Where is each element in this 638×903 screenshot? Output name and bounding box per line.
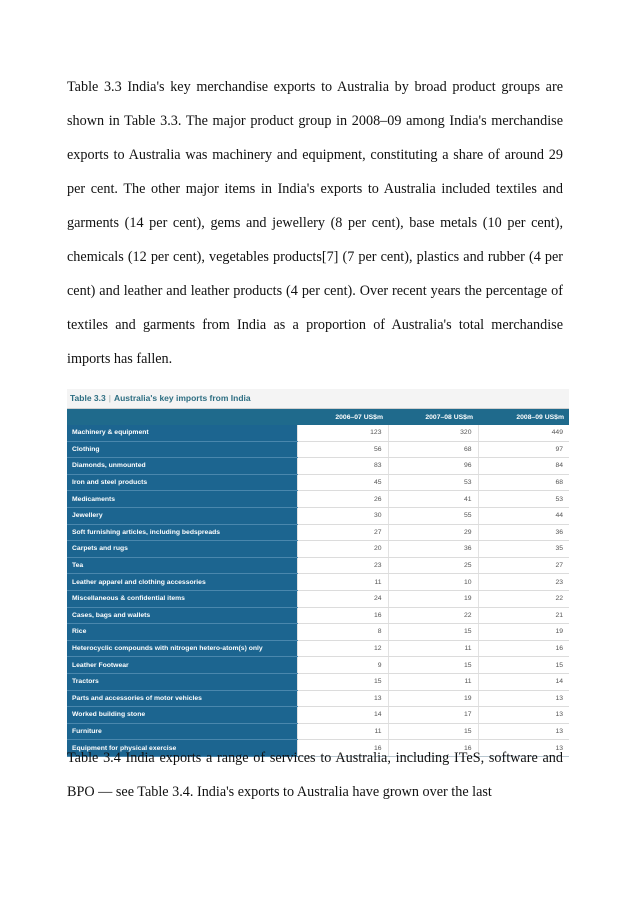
- column-header: 2007–08 US$m: [388, 409, 478, 425]
- row-value: 23: [297, 557, 388, 574]
- table-row: [67, 425, 569, 441]
- table-row: [67, 690, 569, 707]
- row-value: 13: [478, 690, 569, 707]
- row-value: 13: [297, 690, 388, 707]
- row-value: 83: [297, 458, 388, 475]
- row-label: Soft furnishing articles, including bedspreads: [67, 524, 297, 541]
- row-value: 25: [388, 557, 478, 574]
- row-label: Furniture: [67, 723, 297, 740]
- row-value: 15: [478, 657, 569, 674]
- row-value: 45: [297, 474, 388, 491]
- row-value: 16: [297, 607, 388, 624]
- row-value: 27: [297, 524, 388, 541]
- table-header-row: [67, 409, 569, 425]
- row-value: 30: [297, 507, 388, 524]
- table-row: [67, 474, 569, 491]
- table-row: [67, 640, 569, 657]
- row-value: 19: [478, 624, 569, 641]
- row-label: Worked building stone: [67, 707, 297, 724]
- table-row: [67, 673, 569, 690]
- row-value: 36: [388, 541, 478, 558]
- row-value: 22: [478, 590, 569, 607]
- header-blank-cell: [67, 409, 297, 425]
- row-value: 29: [388, 524, 478, 541]
- row-value: 15: [388, 723, 478, 740]
- row-value: 8: [297, 624, 388, 641]
- row-value: 11: [297, 723, 388, 740]
- row-value: 68: [478, 474, 569, 491]
- row-label: Cases, bags and wallets: [67, 607, 297, 624]
- table-title: Australia's key imports from India: [113, 393, 251, 403]
- row-label: Leather apparel and clothing accessories: [67, 574, 297, 591]
- row-value: 53: [478, 491, 569, 508]
- row-value: 9: [297, 657, 388, 674]
- row-value: 22: [388, 607, 478, 624]
- row-value: 11: [388, 673, 478, 690]
- row-value: 27: [478, 557, 569, 574]
- table-row: [67, 491, 569, 508]
- row-value: 20: [297, 541, 388, 558]
- table-row: [67, 441, 569, 458]
- row-value: 320: [388, 425, 478, 441]
- table-row: [67, 607, 569, 624]
- row-value: 14: [478, 673, 569, 690]
- table-row: [67, 458, 569, 475]
- row-value: 35: [478, 541, 569, 558]
- table-row: [67, 707, 569, 724]
- row-value: 21: [478, 607, 569, 624]
- imports-table: [67, 409, 569, 757]
- row-value: 56: [297, 441, 388, 458]
- column-header: 2006–07 US$m: [297, 409, 388, 425]
- row-value: 449: [478, 425, 569, 441]
- row-label: Leather Footwear: [67, 657, 297, 674]
- row-value: 16: [297, 740, 388, 757]
- row-value: 15: [297, 673, 388, 690]
- row-label: Rice: [67, 624, 297, 641]
- table-number: Table 3.3: [70, 393, 106, 403]
- row-value: 44: [478, 507, 569, 524]
- imports-table-figure: [67, 389, 569, 757]
- row-value: 24: [297, 590, 388, 607]
- row-value: 96: [388, 458, 478, 475]
- row-value: 12: [297, 640, 388, 657]
- table-row: [67, 723, 569, 740]
- row-value: 55: [388, 507, 478, 524]
- row-value: 17: [388, 707, 478, 724]
- row-value: 13: [478, 740, 569, 757]
- row-value: 10: [388, 574, 478, 591]
- row-label: Clothing: [67, 441, 297, 458]
- row-label: Heterocyclic compounds with nitrogen hetero-atom(s) only: [67, 640, 297, 657]
- table-row: [67, 524, 569, 541]
- table-row: [67, 507, 569, 524]
- row-value: 41: [388, 491, 478, 508]
- table-row: [67, 574, 569, 591]
- row-value: 11: [297, 574, 388, 591]
- row-value: 16: [388, 740, 478, 757]
- row-value: 11: [388, 640, 478, 657]
- row-value: 97: [478, 441, 569, 458]
- row-value: 14: [297, 707, 388, 724]
- row-label: Parts and accessories of motor vehicles: [67, 690, 297, 707]
- intro-paragraph: Table 3.3 India's key merchandise exports to Australia by broad product groups are shown in Table 3.3. The major product group in 2008–09 among India's merchandise exports to Australia was machinery and equipment, constituting a share of around 29 per cent. The other major items in India's exports to Australia included textiles and garments (14 per cent), gems and jewellery (8 per cent), base metals (10 per cent), chemicals (12 per cent), vegetables products[7] (7 per cent), plastics and rubber (4 per cent) and leather and leather products (4 per cent). Over recent years the percentage of textiles and garments from India as a proportion of Australia's total merchandise imports has fallen.: [67, 79, 563, 367]
- row-value: 26: [297, 491, 388, 508]
- row-value: 68: [388, 441, 478, 458]
- table-caption: Table 3.3 | Australia's key imports from India: [67, 389, 569, 409]
- row-value: 13: [478, 723, 569, 740]
- row-value: 84: [478, 458, 569, 475]
- table-row: [67, 657, 569, 674]
- row-value: 53: [388, 474, 478, 491]
- table-row: [67, 541, 569, 558]
- row-label: Miscellaneous & confidential items: [67, 590, 297, 607]
- row-label: Machinery & equipment: [67, 425, 297, 441]
- row-value: 36: [478, 524, 569, 541]
- row-label: Equipment for physical exercise: [67, 740, 297, 757]
- row-label: Iron and steel products: [67, 474, 297, 491]
- row-value: 16: [478, 640, 569, 657]
- row-value: 19: [388, 590, 478, 607]
- table-row: [67, 624, 569, 641]
- row-value: 15: [388, 624, 478, 641]
- table-row: [67, 557, 569, 574]
- column-header: 2008–09 US$m: [478, 409, 569, 425]
- row-label: Diamonds, unmounted: [67, 458, 297, 475]
- row-value: 13: [478, 707, 569, 724]
- row-label: Tea: [67, 557, 297, 574]
- row-value: 19: [388, 690, 478, 707]
- row-label: Medicaments: [67, 491, 297, 508]
- row-label: Tractors: [67, 673, 297, 690]
- row-value: 123: [297, 425, 388, 441]
- row-label: Jewellery: [67, 507, 297, 524]
- row-value: 23: [478, 574, 569, 591]
- services-paragraph: Table 3.4 India exports a range of services to Australia, including ITeS, software and BPO — see Table 3.4. India's exports to Australia have grown over the last: [67, 750, 563, 800]
- row-value: 15: [388, 657, 478, 674]
- row-label: Carpets and rugs: [67, 541, 297, 558]
- table-row: [67, 590, 569, 607]
